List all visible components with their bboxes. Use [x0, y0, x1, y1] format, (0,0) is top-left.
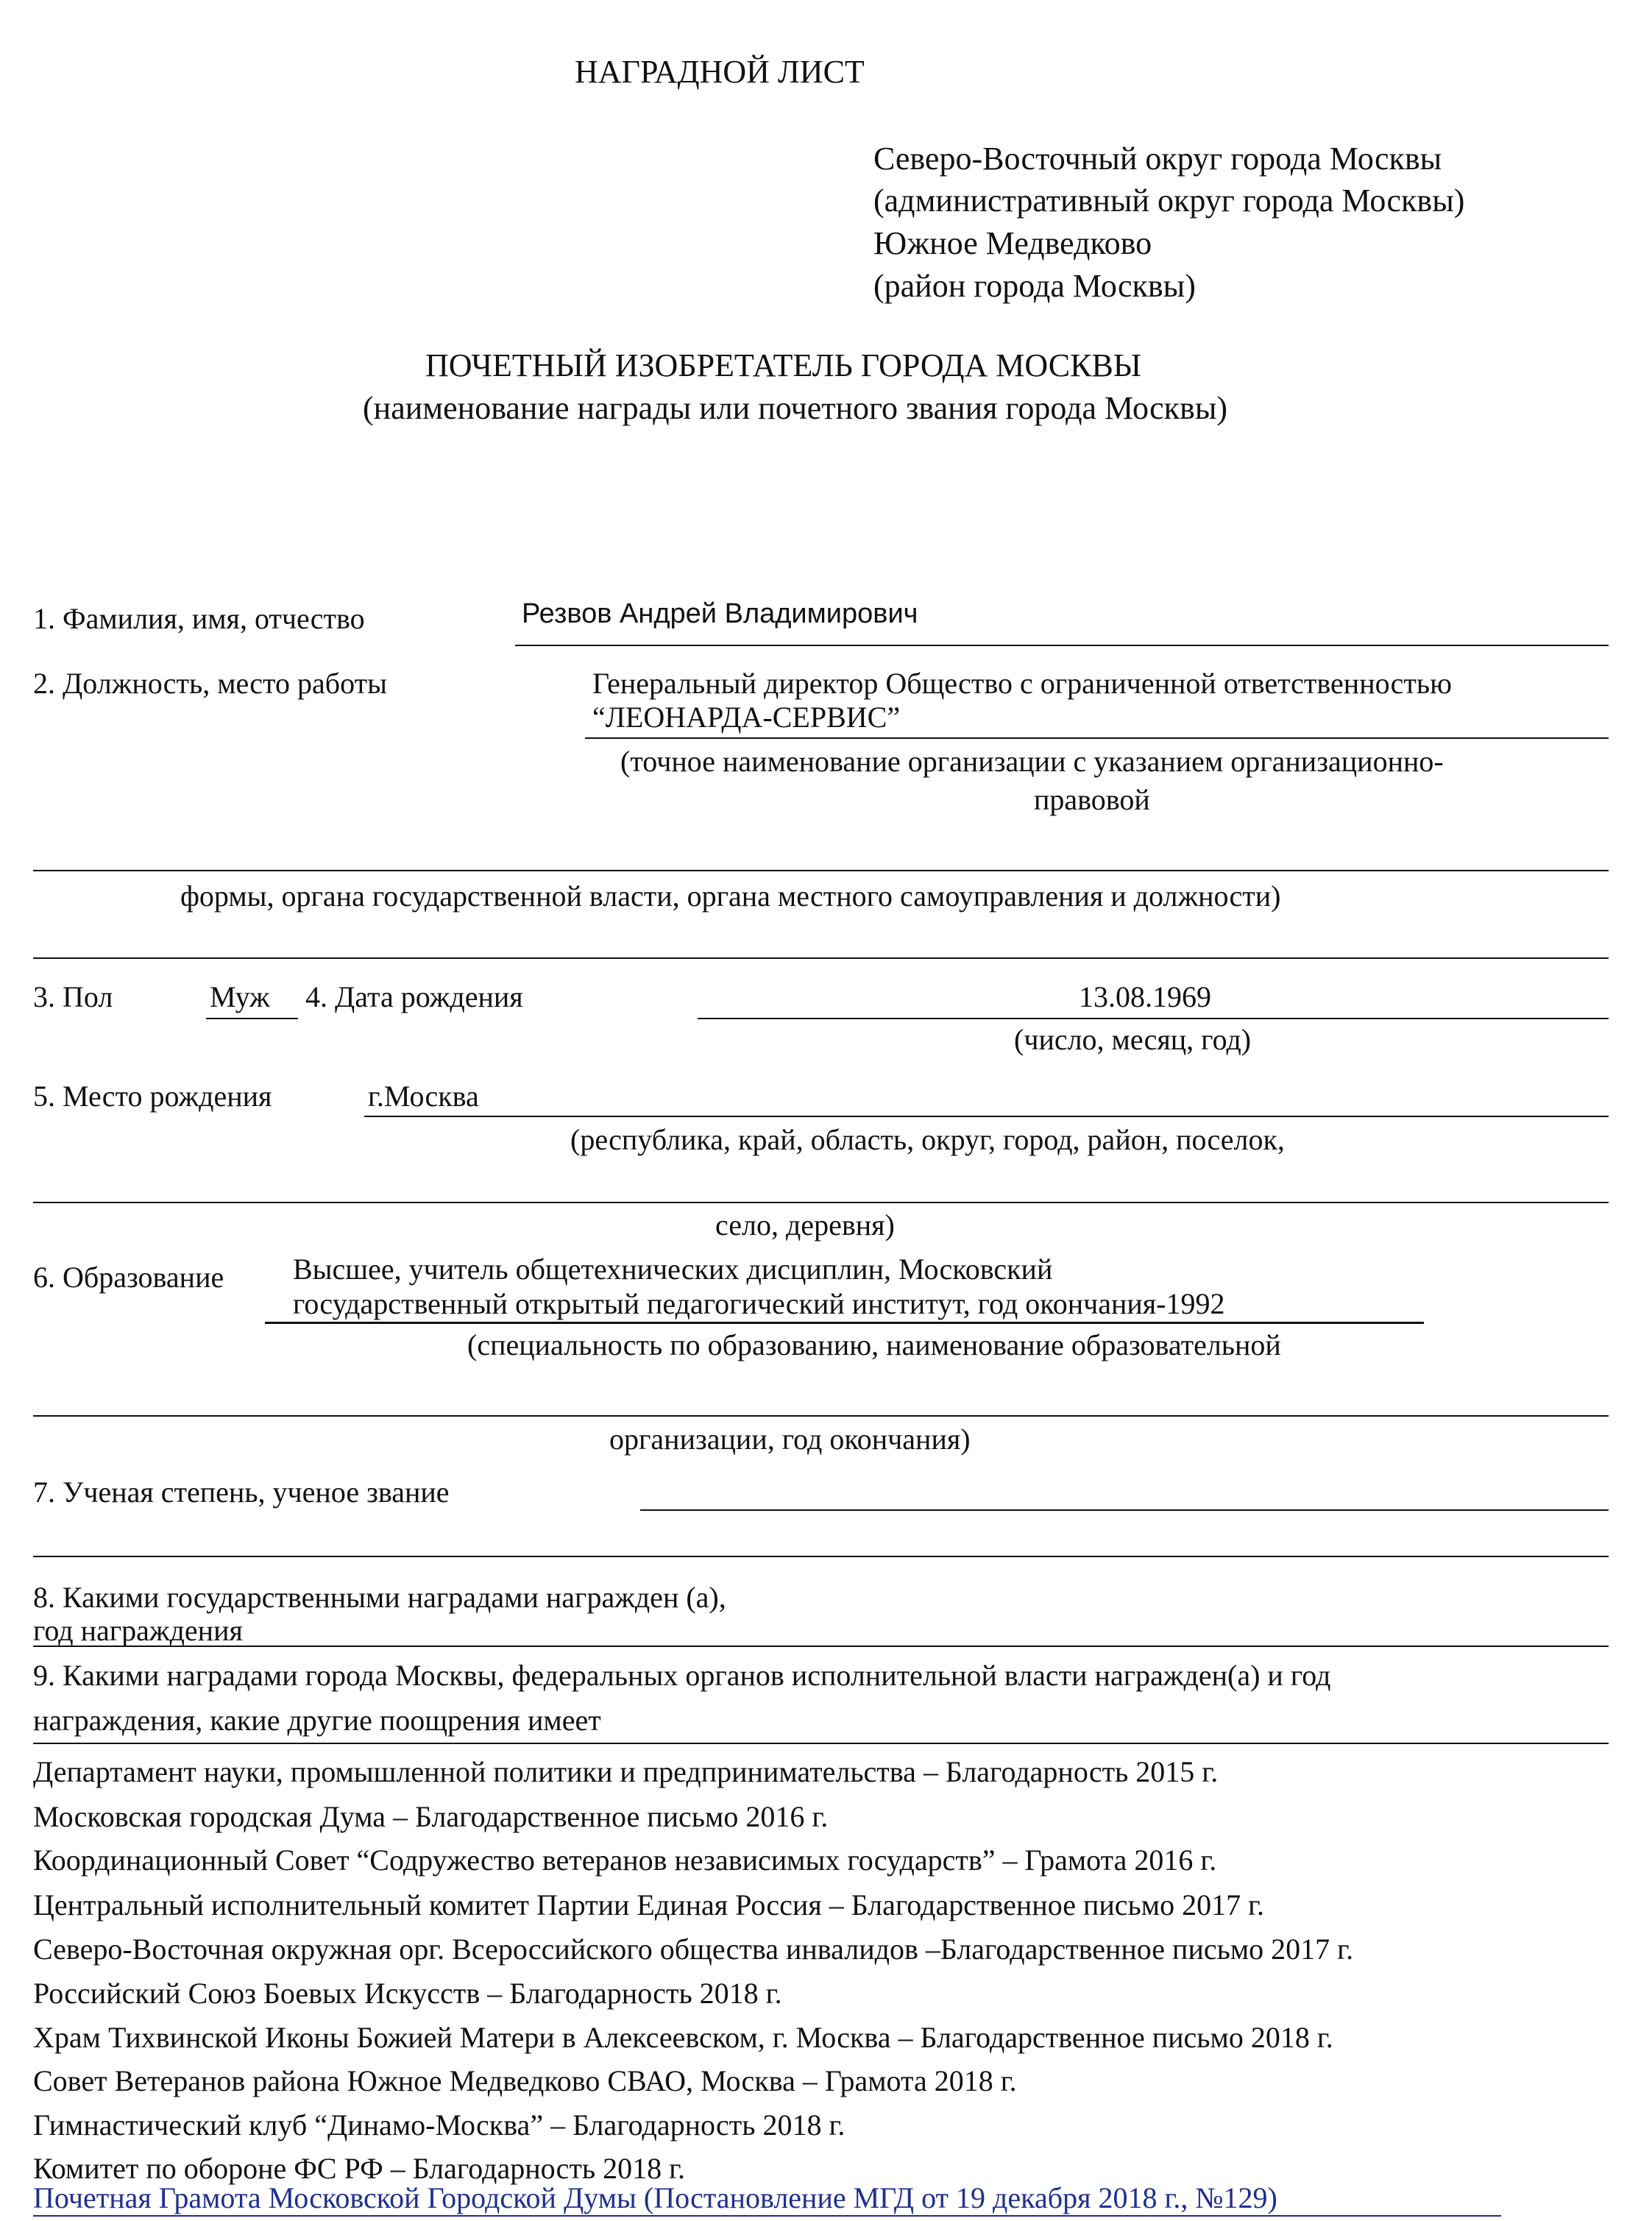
district-name: Северо-Восточный округ города Москвы [873, 141, 1442, 177]
field-2-closing-line [33, 957, 1609, 959]
district-caption: (административный округ города Москвы) [873, 183, 1465, 219]
award-item: Московская городская Дума – Благодарственное письмо 2016 г. [33, 1800, 829, 1833]
award-item-highlighted-underline [33, 2215, 1501, 2217]
field-7-extra-line [33, 1556, 1609, 1557]
field-1-underline [515, 645, 1609, 646]
field-2-caption-line2: правовой [1034, 783, 1150, 816]
field-1-value: Резвов Андрей Владимирович [522, 598, 918, 629]
field-9-label-line2: награждения, какие другие поощрения имеет [33, 1704, 601, 1737]
field-6-value-line1: Высшее, учитель общетехнических дисциплин, Московский [293, 1253, 1053, 1286]
field-3-underline [206, 1018, 298, 1019]
field-5-label: 5. Место рождения [33, 1080, 272, 1113]
award-caption: (наименование награды или почетного звания города Москвы) [363, 390, 1228, 426]
field-8-label-line1: 8. Какими государственными наградами награжден (а), [33, 1581, 726, 1614]
award-item: Храм Тихвинской Иконы Божией Матери в Алексеевском, г. Москва – Благодарственное письмо 2018 г. [33, 2021, 1333, 2054]
document-title: НАГРАДНОЙ ЛИСТ [575, 54, 865, 90]
field-6-value-line2: государственный открытый педагогический институт, год окончания-1992 [293, 1287, 1225, 1320]
field-6-extra-line [33, 1415, 1609, 1417]
field-2-caption-line3: формы, органа государственной власти, органа местного самоуправления и должности) [180, 879, 1281, 913]
field-6-caption-line1: (специальность по образованию, наименование образовательной [467, 1328, 1281, 1361]
award-item: Совет Ветеранов района Южное Медведково СВАО, Москва – Грамота 2018 г. [33, 2064, 1017, 2097]
award-item: Российский Союз Боевых Искусств – Благодарность 2018 г. [33, 1977, 782, 2010]
award-item: Гимнастический клуб “Динамо-Москва” – Благодарность 2018 г. [33, 2108, 846, 2142]
field-9-underline [33, 1743, 1609, 1744]
area-caption: (район города Москвы) [873, 268, 1196, 304]
area-name: Южное Медведково [873, 225, 1152, 261]
field-5-caption-line2: село, деревня) [715, 1208, 895, 1241]
award-item: Координационный Совет “Содружество ветеранов независимых государств” – Грамота 2016 г. [33, 1843, 1217, 1877]
award-item: Центральный исполнительный комитет Партии Единая Россия – Благодарственное письмо 2017 г. [33, 1888, 1264, 1921]
field-2-label: 2. Должность, место работы [33, 667, 387, 700]
field-2-value-line2: “ЛЕОНАРДА-СЕРВИС” [592, 701, 901, 734]
field-2-value-line1: Генеральный директор Общество с ограниченной ответственностью [592, 667, 1452, 700]
field-6-caption-line2: организации, год окончания) [609, 1423, 971, 1456]
award-item: Комитет по обороне ФС РФ – Благодарность 2018 г. [33, 2152, 686, 2185]
field-4-underline [698, 1018, 1609, 1019]
field-2-underline [585, 737, 1609, 739]
field-7-underline [640, 1509, 1609, 1511]
field-8-label-line2: год награждения [33, 1614, 243, 1647]
field-2-caption-line1: (точное наименование организации с указанием организационно- [620, 745, 1444, 778]
award-item-highlighted: Почетная Грамота Московской Городской Думы (Постановление МГД от 19 декабря 2018 г., №129) [33, 2181, 1277, 2214]
field-4-label: 4. Дата рождения [305, 980, 523, 1013]
field-8-underline [33, 1646, 1609, 1647]
field-2-extra-line [33, 870, 1609, 871]
field-6-label: 6. Образование [33, 1261, 224, 1294]
field-6-underline [265, 1322, 1424, 1324]
field-9-label-line1: 9. Какими наградами города Москвы, федеральных органов исполнительной власти награжден(а) и год [33, 1659, 1331, 1692]
award-item: Северо-Восточная окружная орг. Всероссийского общества инвалидов –Благодарственное письмо 2017 г. [33, 1933, 1354, 1966]
award-name: ПОЧЕТНЫЙ ИЗОБРЕТАТЕЛЬ ГОРОДА МОСКВЫ [425, 347, 1142, 383]
field-3-value: Муж [210, 980, 270, 1013]
field-5-caption-line1: (республика, край, область, округ, город, район, поселок, [570, 1123, 1285, 1156]
field-5-underline [364, 1116, 1609, 1117]
field-5-value: г.Москва [368, 1080, 479, 1113]
award-item: Департамент науки, промышленной политики и предпринимательства – Благодарность 2015 г. [33, 1755, 1219, 1788]
field-3-label: 3. Пол [33, 980, 113, 1013]
field-4-value: 13.08.1969 [1079, 980, 1211, 1013]
field-7-label: 7. Ученая степень, ученое звание [33, 1476, 450, 1509]
field-1-label: 1. Фамилия, имя, отчество [33, 602, 365, 635]
field-5-extra-line [33, 1202, 1609, 1203]
field-4-caption: (число, месяц, год) [1014, 1023, 1252, 1056]
